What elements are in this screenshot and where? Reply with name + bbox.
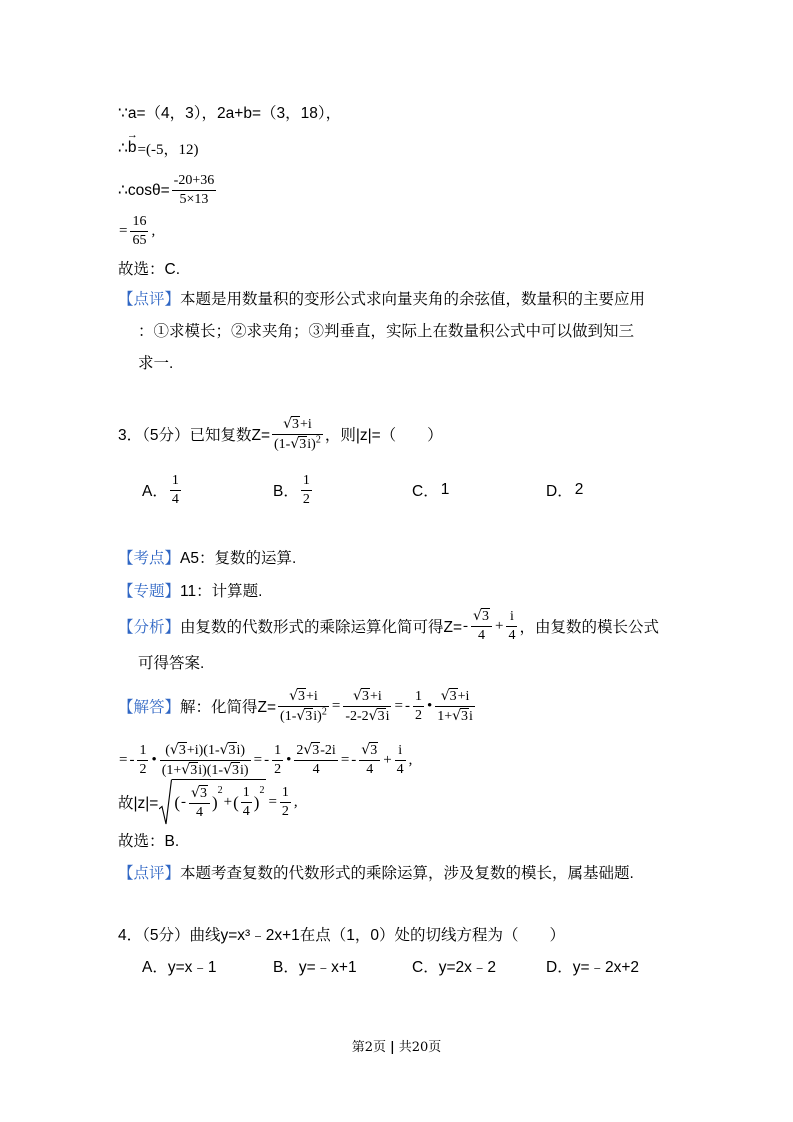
option-value: y=2x﹣2 xyxy=(438,959,496,976)
page-total: 共20页 xyxy=(398,1040,442,1055)
math-token: i) xyxy=(307,436,316,452)
option-value: y=x﹣1 xyxy=(167,959,217,976)
fraction-denominator: 4 xyxy=(171,491,179,507)
q3-review xyxy=(118,852,634,892)
math-token: + xyxy=(383,751,392,768)
math-token: = xyxy=(268,793,277,810)
fraction-denominator: 2 xyxy=(414,707,422,723)
sqrt-sign: √ xyxy=(219,741,229,758)
fraction-denominator: 2 xyxy=(302,491,310,507)
option-label: B． xyxy=(273,483,299,500)
sqrt-sign: √ xyxy=(191,784,200,801)
exponent: 2 xyxy=(321,705,327,717)
radicand: 3 xyxy=(299,436,307,452)
fraction-numerator: -20+36 xyxy=(172,173,217,191)
fraction-denominator xyxy=(160,761,251,779)
math-token: -2i xyxy=(320,743,336,758)
zhuanti-tag: 【专题】 xyxy=(118,583,181,600)
radicand: 3 xyxy=(232,762,240,778)
math-token: ) xyxy=(253,792,260,812)
fraction-numerator: 1 xyxy=(280,785,291,803)
exponent: 2 xyxy=(315,433,321,445)
radicand: 3 xyxy=(228,742,236,758)
option-label: D． xyxy=(546,959,573,976)
math-token: = xyxy=(340,751,350,768)
fraction-numerator: 1 xyxy=(170,473,181,491)
math-token: , xyxy=(408,751,413,768)
half-fraction xyxy=(280,785,291,820)
question-3-suffix: ，则|z|=（ ） xyxy=(324,427,443,444)
z-fraction-original xyxy=(278,688,329,725)
q4-option-d xyxy=(546,946,639,986)
footer-separator: | xyxy=(390,1040,395,1055)
option-label: D． xyxy=(546,483,573,500)
q3-option-b xyxy=(273,470,314,510)
sqrt-sign: √ xyxy=(290,435,300,452)
analysis-line-1 xyxy=(118,606,659,646)
solution-step-2 xyxy=(118,740,413,780)
previous-review-line-3 xyxy=(138,342,173,382)
radicand: 3 xyxy=(190,762,198,778)
jieda-text: 解：化简得Z= xyxy=(180,699,277,716)
math-token: i) xyxy=(313,708,322,724)
given-vectors-text: ∵a=（4，3），2a+b=（3，18）， xyxy=(118,105,342,122)
fraction-denominator: 4 xyxy=(242,804,250,819)
option-label: C． xyxy=(412,959,439,976)
sqrt-sign: √ xyxy=(368,707,378,724)
math-token: - xyxy=(181,794,187,810)
solution-line-cos xyxy=(118,170,218,210)
vector-arrow-icon: → xyxy=(126,129,138,141)
math-token: • xyxy=(286,751,292,768)
q3-option-a xyxy=(142,470,183,510)
fraction-denominator: 4 xyxy=(312,762,320,777)
result-fraction xyxy=(130,214,148,249)
fraction-numerator: i xyxy=(395,743,406,761)
exponent: 2 xyxy=(217,785,223,796)
math-token: = xyxy=(119,751,128,768)
option-b-fraction xyxy=(301,473,312,508)
math-token: ( xyxy=(174,792,181,812)
fraction-denominator: 4 xyxy=(478,628,485,643)
solution-line-vector-b xyxy=(118,128,199,168)
option-value: y=﹣2x+2 xyxy=(572,959,640,976)
fraction-numerator xyxy=(189,785,210,804)
option-value: 1 xyxy=(440,481,450,498)
math-token: i) xyxy=(240,762,249,778)
math-token: + xyxy=(494,617,504,634)
math-token: - xyxy=(351,751,357,768)
radicand: 3 xyxy=(305,708,313,724)
fraction-numerator: i xyxy=(506,609,517,627)
sqrt-sign: √ xyxy=(169,741,179,758)
math-token: (1- xyxy=(274,436,291,452)
fraction-denominator: 5×13 xyxy=(179,191,209,207)
option-label: C． xyxy=(412,483,439,500)
fraction-numerator xyxy=(435,688,475,707)
option-label: B． xyxy=(273,959,299,976)
option-label: A． xyxy=(142,959,168,976)
fraction-denominator xyxy=(272,435,323,453)
fraction-numerator: 16 xyxy=(130,214,148,232)
q4-option-a xyxy=(142,946,217,986)
math-token: (1+ xyxy=(161,762,182,778)
fraction-numerator: 1 xyxy=(241,785,252,803)
page-number: 第2页 xyxy=(351,1040,386,1055)
radicand: 3 xyxy=(312,743,320,758)
fenxi-tag: 【分析】 xyxy=(118,619,181,636)
math-token: = xyxy=(253,751,263,768)
therefore-symbol: ∴ xyxy=(118,139,128,157)
fraction-numerator: 1 xyxy=(137,743,148,761)
fenxi-text: 可得答案. xyxy=(138,655,205,672)
sqrt-sign: √ xyxy=(361,742,371,758)
radicand: 3 xyxy=(199,785,207,801)
fraction-numerator xyxy=(272,416,323,435)
cos-label: ∴cosθ= xyxy=(118,181,170,199)
sqrt-sign: √ xyxy=(303,742,313,758)
cos-fraction xyxy=(172,173,217,208)
solution-line-result xyxy=(118,211,156,251)
fraction-denominator: 65 xyxy=(132,232,147,248)
fraction-denominator: 2 xyxy=(281,803,289,819)
math-token: • xyxy=(426,697,433,714)
review-text: 本题是用数量积的变形公式求向量夹角的余弦值，数量积的主要应用 xyxy=(180,291,646,308)
big-radical xyxy=(159,779,266,825)
math-token: i) xyxy=(236,742,246,758)
radicand: 3 xyxy=(178,742,186,758)
option-value: y=﹣x+1 xyxy=(298,959,357,976)
review-tag: 【点评】 xyxy=(118,291,181,308)
solution-modulus xyxy=(118,778,299,826)
math-token: -2-2 xyxy=(345,708,369,724)
q3-option-d xyxy=(546,470,583,510)
sqrt-sign: √ xyxy=(440,687,450,704)
z-fraction-expanded xyxy=(343,688,391,725)
fraction-numerator xyxy=(278,688,329,707)
math-token: 2 xyxy=(296,743,304,758)
math-token: +i xyxy=(457,688,470,704)
radicand: 3 xyxy=(377,708,385,724)
conjugate-fraction xyxy=(160,742,251,779)
product-fraction xyxy=(294,742,337,778)
math-token: • xyxy=(151,751,157,768)
fraction-denominator: 4 xyxy=(508,627,516,643)
math-token: = xyxy=(119,222,128,239)
half-fraction xyxy=(413,689,424,724)
analysis-line-2 xyxy=(138,642,204,682)
fraction-denominator: 2 xyxy=(139,761,147,777)
radicand: 3 xyxy=(298,688,306,704)
sqrt-sign: √ xyxy=(353,687,362,704)
radicand: 3 xyxy=(461,708,469,724)
topic xyxy=(118,570,262,610)
option-a-fraction xyxy=(170,473,181,508)
math-token: ( xyxy=(165,742,170,758)
i-over-4-fraction xyxy=(506,609,517,644)
math-token: +i)(1- xyxy=(186,742,220,758)
fenxi-text: ，由复数的模长公式 xyxy=(519,619,659,636)
radical-body xyxy=(172,779,266,825)
math-token: +i xyxy=(369,688,382,704)
math-token: i xyxy=(385,708,390,724)
fraction-denominator: 2 xyxy=(274,761,282,777)
math-token: + xyxy=(223,794,233,810)
review-text: ：①求模长；②求夹角；③判垂直，实际上在数量积公式中可以做到知三 xyxy=(138,323,635,340)
zhuanti-text: 11：计算题. xyxy=(180,583,263,600)
root3-over-4-fraction xyxy=(189,785,210,821)
choice-text: 故选：B. xyxy=(118,833,180,850)
math-token: , xyxy=(293,793,298,810)
q3-z-fraction xyxy=(272,416,323,453)
math-token: - xyxy=(463,617,469,634)
radicand: 3 xyxy=(481,609,489,624)
kaodian-tag: 【考点】 xyxy=(118,550,181,567)
math-token: - xyxy=(129,751,135,768)
q4-option-b xyxy=(273,946,357,986)
math-token: = xyxy=(394,697,403,714)
page-footer xyxy=(0,1038,793,1058)
review-text: 本题考查复数的代数形式的乘除运算，涉及复数的模长，属基础题. xyxy=(180,865,634,882)
fraction-denominator xyxy=(278,707,329,725)
half-fraction xyxy=(137,743,148,778)
review-text: 求一. xyxy=(138,355,174,372)
sqrt-sign: √ xyxy=(452,707,462,724)
fraction-denominator: 4 xyxy=(396,761,404,777)
sqrt-sign: √ xyxy=(296,707,306,724)
fenxi-text: 由复数的代数形式的乘除运算化简可得Z= xyxy=(180,619,463,636)
math-token: 1+ xyxy=(437,708,453,724)
option-value: 2 xyxy=(574,481,584,498)
fraction-numerator xyxy=(160,742,251,761)
fraction-numerator: 1 xyxy=(272,743,283,761)
exponent: 2 xyxy=(259,785,265,796)
radicand: 3 xyxy=(361,688,369,704)
review-tag: 【点评】 xyxy=(118,865,181,882)
fraction-numerator xyxy=(359,742,380,761)
half-fraction xyxy=(272,743,283,778)
previous-review-line-2 xyxy=(138,310,634,350)
math-token: = xyxy=(331,697,341,714)
option-label: A． xyxy=(142,483,168,500)
fraction-numerator xyxy=(343,688,391,707)
root3-over-4-fraction xyxy=(359,742,380,778)
sqrt-sign: √ xyxy=(289,687,299,704)
fraction-numerator: 1 xyxy=(413,689,424,707)
z-fraction-simplified xyxy=(435,688,475,725)
math-token: i xyxy=(469,708,473,724)
radicand: 3 xyxy=(370,743,378,758)
kaodian-text: A5：复数的运算. xyxy=(180,550,297,567)
root3-over-4-fraction xyxy=(471,608,492,644)
fraction-numerator: 1 xyxy=(301,473,312,491)
math-token: +i xyxy=(306,688,318,704)
sqrt-sign: √ xyxy=(473,608,482,624)
math-token: - xyxy=(264,751,270,768)
fraction-numerator xyxy=(294,742,337,761)
radicand: 3 xyxy=(449,688,457,704)
math-token: i)(1- xyxy=(198,762,224,778)
math-token: - xyxy=(404,697,410,714)
question-3-prefix: 3．（5分）已知复数Z= xyxy=(118,427,271,444)
math-token: , xyxy=(151,222,156,239)
i-over-4-fraction xyxy=(395,743,406,778)
radical-sign-icon xyxy=(159,779,172,825)
math-token: ) xyxy=(211,792,218,812)
q4-option-c xyxy=(412,946,496,986)
sqrt-sign: √ xyxy=(223,761,233,778)
radicand: 3 xyxy=(291,416,299,432)
choice-text: 故选：C. xyxy=(118,261,181,278)
math-token: ( xyxy=(233,792,239,812)
vector-b-value: =(-5，12) xyxy=(137,141,199,158)
solution-line-given xyxy=(118,92,341,132)
q3-option-c xyxy=(412,470,449,510)
question-4-text: 4．（5分）曲线y=x³﹣2x+1在点（1，0）处的切线方程为（ ） xyxy=(118,927,565,944)
fraction-numerator xyxy=(471,608,492,627)
sqrt-sign: √ xyxy=(181,761,191,778)
fraction-denominator: 4 xyxy=(366,762,374,777)
solution-step-1 xyxy=(118,686,477,726)
math-token: (1- xyxy=(280,708,297,724)
vector-b xyxy=(126,129,138,157)
math-token: +i xyxy=(299,416,312,432)
question-3-stem xyxy=(118,414,443,454)
fraction-denominator xyxy=(343,707,391,725)
vector-letter: b xyxy=(127,139,137,156)
fraction-denominator: 4 xyxy=(195,804,203,820)
modulus-label: 故|z|= xyxy=(118,795,159,812)
sqrt-sign: √ xyxy=(283,415,292,432)
fraction-denominator xyxy=(435,707,475,725)
quarter-fraction xyxy=(241,785,252,820)
jieda-tag: 【解答】 xyxy=(118,699,181,716)
